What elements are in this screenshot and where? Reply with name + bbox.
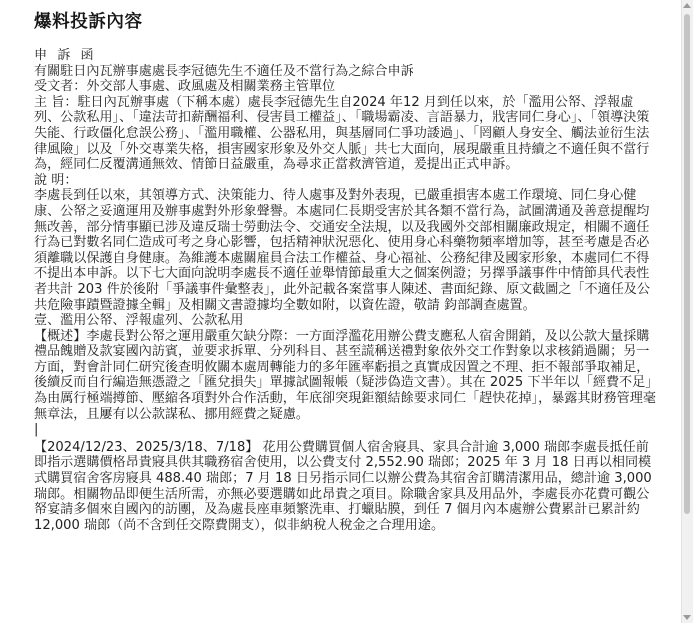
- letter-subject: 有關駐日內瓦辦事處處長李冠德先生不適任及不當行為之綜合申訴: [34, 63, 414, 79]
- letter-summary: 主 旨：駐日內瓦辦事處（下稱本處）處長李冠德先生自2024 年12 月到任以來，於「濫用公帑、浮報虛列、公款私用」、「違法苛扣薪酬福利、侵害員工權益」、「職場霸凌、言語暴力，戕害同仁身心」、「領導決策失能、行政僵化怠誤公務」、「濫用職權、公器私用，與基層同仁爭功諉過」、「罔顧人身安全、觸法並衍生法律風險」以及「外交專業失格，損害國家形象及外交人脈」共七大面向，展現嚴重且持續之不適任與不當行為，經同仁反覆溝通無效、情節日益嚴重，為尋求正當救濟管道，爰提出正式申訴。: [34, 94, 650, 173]
- case-item-one: 【2024/12/23、2025/3/18、7/18】 花用公費購買個人宿舍寢具、家具合計逾 3,000 瑞郎李處長抵任前即指示選購價格昂貴寢具供其職務宿舍使用，以公費支付 2,552.90 瑞郎；2025 年 3 月 18 日再以相同模式購買宿舍客房寢具 488.40 瑞郎；7 月 18 日另指示同仁以辦公費為其宿舍訂購清潔用品，總計逾 3,000 瑞郎。相關物品即便生活所需，亦無必要選購如此昂貴之項目。除職舍家具及用品外，李處長亦花費可觀公帑宴請多個來自國內的訪團，及為處長座車頻繁洗車、打蠟貼膜，到任 7 個月內本處辦公費累計已累計約12,000 瑞郎（尚不含到任交際費開支），似非納稅人稅金之合理用途。: [34, 439, 652, 533]
- letter-heading: 申 訴 函: [34, 48, 97, 63]
- text-cursor-mark: |: [34, 422, 39, 438]
- scrollbar-thumb[interactable]: [684, 14, 690, 514]
- section-one-heading: 壹、濫用公帑、浮報虛列、公款私用: [34, 313, 244, 329]
- explanation-text: 李處長到任以來，其領導方式、決策能力、待人處事及對外表現，已嚴重損害本處工作環境、同仁身心健康、公帑之妥適運用及辦事處對外形象聲譽。本處同仁長期受害於其各類不當行為，試圖溝通及善意提醒均無改善，部分情事顯已涉及違反瑞士勞動法令、交通安全法規，以及我國外交部相關廉政規定，相關不適任行為已對數名同仁造成可考之身心影響，包括精神狀況惡化、使用身心科藥物頻率增加等，甚至考慮是否必須離職以保護自身健康。為維護本處關雇員合法工作權益、身心福祉、公務紀律及國家形象，本處同仁不得不提出本申訴。以下七大面向說明李處長不適任並舉情節最重大之個案例證；另擇爭議事件中情節具代表性者共計 203 件於後附「爭議事件彙整表」，此外記載各案當事人陳述、書面紀錄、原文截圖之「不適任及公共危險事蹟暨證據全輯」及相關文書證據均全數如附，以資佐證，敬請 鈞部調查處置。: [34, 188, 650, 313]
- vertical-scrollbar[interactable]: [681, 0, 693, 623]
- complaint-letter: [34, 48, 656, 533]
- explanation-heading: 說 明：: [34, 172, 78, 188]
- letter-recipient: 受文者：外交部人事處、政風處及相關業務主管單位: [34, 79, 336, 95]
- page-title: 爆料投訴內容: [34, 12, 143, 32]
- scroll-down-arrow-icon[interactable]: [683, 615, 691, 620]
- scroll-up-arrow-icon[interactable]: [683, 3, 691, 8]
- section-one-overview: 【概述】李處長對公帑之運用嚴重欠缺分際：一方面浮濫花用辦公費支應私人宿舍開銷，及以公款大量採購禮品餽贈及款宴國內訪賓，並要求拆單、分列科目、甚至謊稱送禮對象依外交工作對象以求核銷過關；另一方面，對會計同仁研究後查明攸關本處周轉能力的多年匯率虧損之真實成因置之不理、拒不報部爭取補足，後續反而自行編造無憑證之「匯兌損失」單據試圖報帳（疑涉偽造文書）。其在 2025 下半年以「經費不足」為由厲行極端撙節、壓縮各項對外合作活動，年底卻突現鉅額結餘要求同仁「趕快花掉」，暴露其財務管理毫無章法，且屢有以公款謀私、挪用經費之疑慮。: [34, 328, 656, 422]
